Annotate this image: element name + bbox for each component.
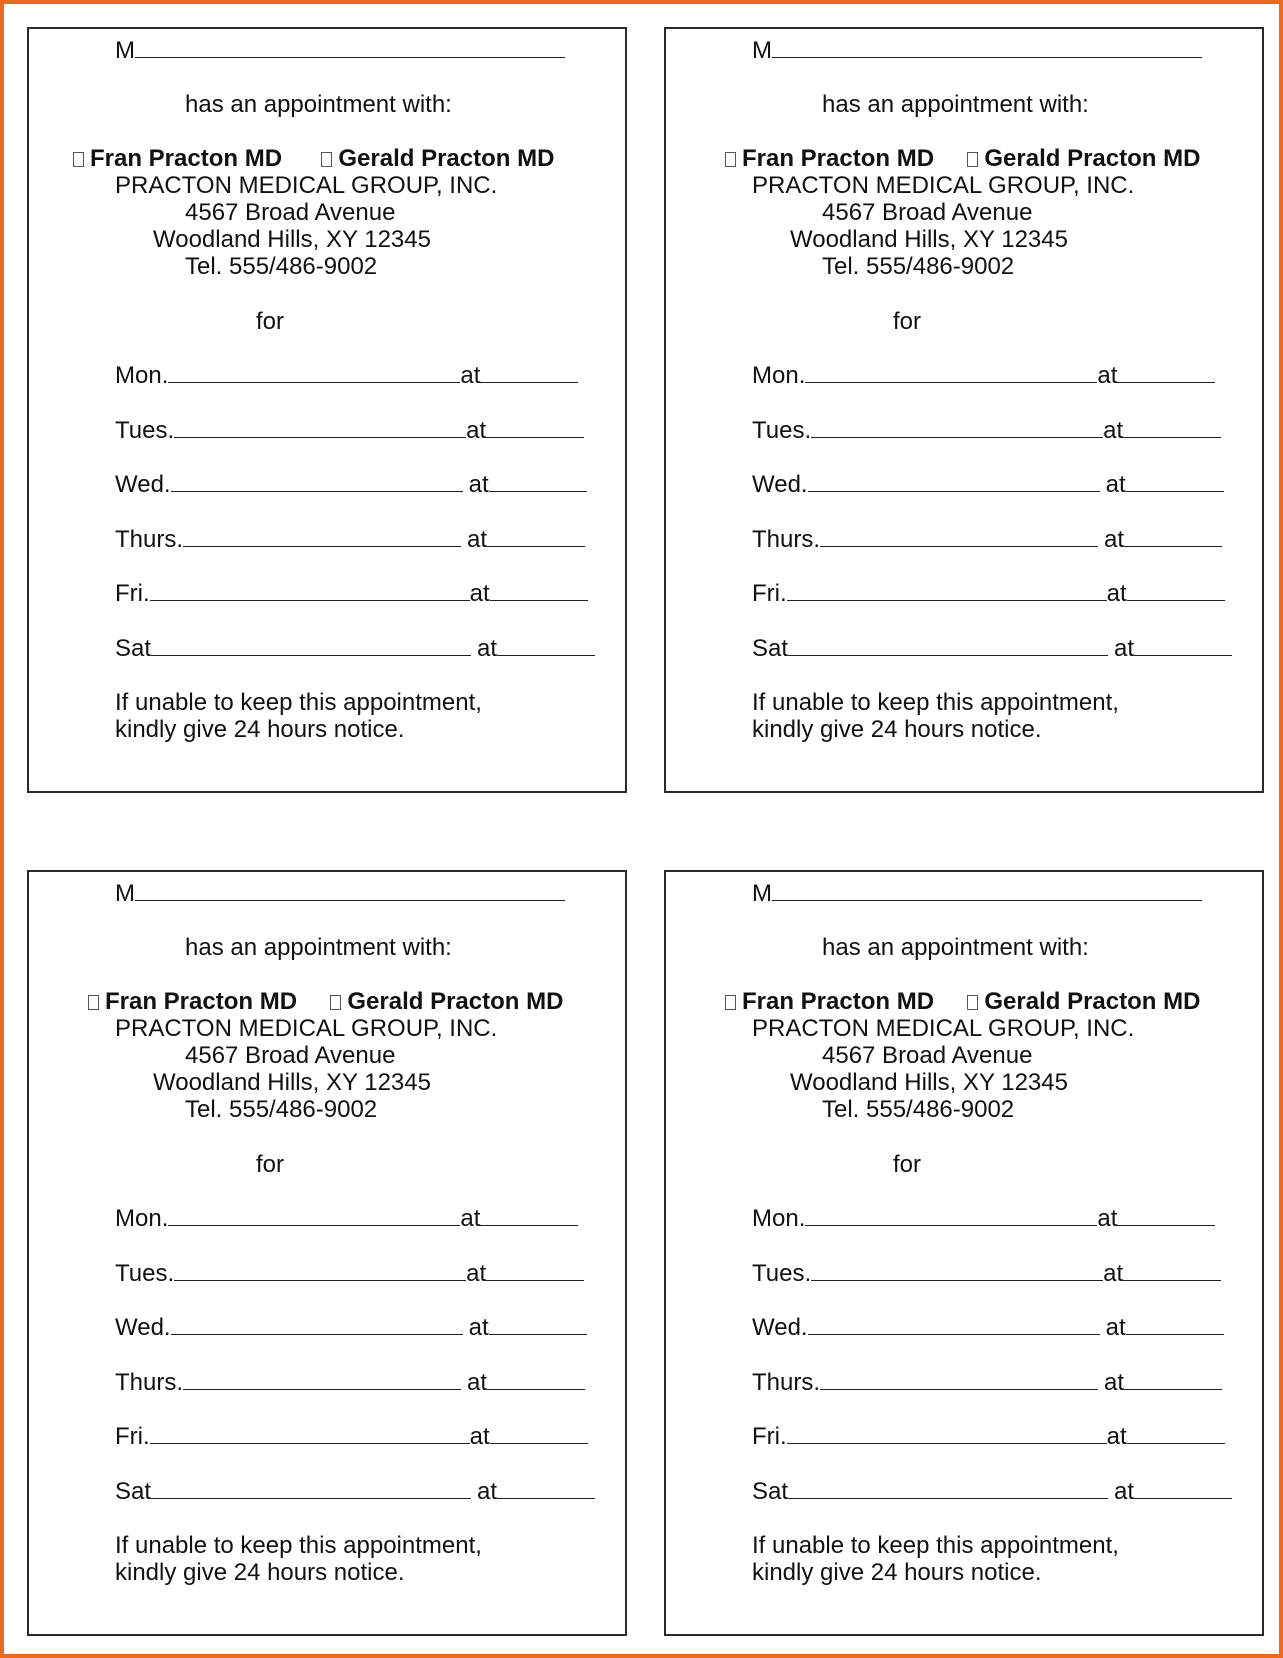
date-blank[interactable]	[168, 362, 460, 383]
time-blank[interactable]	[1117, 362, 1215, 383]
day-label: Fri.	[752, 580, 787, 607]
notice-line-2: kindly give 24 hours notice.	[752, 716, 1042, 743]
phone-number: Tel. 555/486-9002	[822, 1096, 1015, 1123]
doctor2-label: Gerald Practon MD	[338, 145, 555, 172]
date-blank[interactable]	[150, 580, 470, 601]
doctor1-label: Fran Practon MD	[90, 145, 283, 172]
day-label: Wed.	[752, 1314, 808, 1341]
thursday-row	[115, 1369, 585, 1397]
phone-number: Tel. 555/486-9002	[185, 253, 378, 280]
at-label: at	[1104, 526, 1125, 553]
time-blank[interactable]	[1134, 635, 1232, 656]
appointment-card	[27, 27, 627, 793]
thursday-row	[115, 526, 585, 554]
at-label: at	[1104, 1369, 1125, 1396]
tuesday-row	[752, 1260, 1221, 1288]
date-blank[interactable]	[805, 362, 1097, 383]
notice-line-2: kindly give 24 hours notice.	[752, 1559, 1042, 1586]
date-blank[interactable]	[787, 1423, 1107, 1444]
at-label: at	[467, 1369, 488, 1396]
name-prefix: M	[752, 880, 772, 907]
friday-row	[752, 580, 1225, 608]
at-label: at	[1097, 1205, 1118, 1232]
doctor2-label: Gerald Practon MD	[984, 988, 1201, 1015]
tuesday-row	[752, 417, 1221, 445]
doctor-options	[725, 988, 1200, 1016]
city-address: Woodland Hills, XY 12345	[790, 226, 1068, 253]
wednesday-row	[752, 1314, 1224, 1342]
date-blank[interactable]	[820, 526, 1098, 547]
time-blank[interactable]	[1126, 471, 1224, 492]
day-label: Mon.	[115, 362, 169, 389]
date-blank[interactable]	[808, 471, 1100, 492]
group-name: PRACTON MEDICAL GROUP, INC.	[752, 172, 1135, 199]
street-address: 4567 Broad Avenue	[185, 1042, 396, 1069]
monday-row	[752, 362, 1215, 390]
has-appointment-text: has an appointment with:	[185, 91, 452, 118]
at-label: at	[467, 526, 488, 553]
time-blank[interactable]	[487, 1369, 585, 1390]
thursday-row	[752, 1369, 1222, 1397]
appointment-card	[664, 27, 1264, 793]
at-label: at	[477, 1478, 498, 1505]
phone-number: Tel. 555/486-9002	[822, 253, 1015, 280]
doctor-options	[73, 145, 554, 173]
at-label: at	[1114, 1478, 1135, 1505]
patient-name-line[interactable]	[115, 37, 565, 65]
date-blank[interactable]	[168, 1205, 460, 1226]
time-blank[interactable]	[497, 1478, 595, 1499]
day-label: Tues.	[752, 1260, 812, 1287]
at-label: at	[460, 362, 481, 389]
day-label: Sat	[115, 1478, 152, 1505]
checkbox-icon[interactable]	[330, 995, 341, 1010]
name-blank[interactable]	[135, 880, 565, 901]
doctor2-label: Gerald Practon MD	[347, 988, 564, 1015]
doctor-options	[725, 145, 1200, 173]
day-label: Fri.	[115, 1423, 150, 1450]
date-blank[interactable]	[151, 1478, 471, 1499]
monday-row	[115, 362, 578, 390]
doctor2-label: Gerald Practon MD	[984, 145, 1201, 172]
checkbox-icon[interactable]	[967, 995, 978, 1010]
has-appointment-text: has an appointment with:	[822, 934, 1089, 961]
time-blank[interactable]	[489, 1314, 587, 1335]
date-blank[interactable]	[788, 1478, 1108, 1499]
date-blank[interactable]	[805, 1205, 1097, 1226]
notice-line-1: If unable to keep this appointment,	[115, 689, 482, 716]
saturday-row	[115, 1478, 595, 1506]
day-label: Thurs.	[752, 1369, 821, 1396]
at-label: at	[469, 580, 490, 607]
time-blank[interactable]	[1127, 580, 1225, 601]
time-blank[interactable]	[490, 1423, 588, 1444]
at-label: at	[1105, 1314, 1126, 1341]
date-blank[interactable]	[787, 580, 1107, 601]
monday-row	[752, 1205, 1215, 1233]
group-name: PRACTON MEDICAL GROUP, INC.	[115, 172, 498, 199]
day-label: Mon.	[752, 1205, 806, 1232]
name-prefix: M	[115, 37, 135, 64]
at-label: at	[1106, 1423, 1127, 1450]
day-label: Mon.	[115, 1205, 169, 1232]
saturday-row	[752, 1478, 1232, 1506]
name-blank[interactable]	[135, 37, 565, 58]
time-blank[interactable]	[1124, 526, 1222, 547]
day-label: Tues.	[752, 417, 812, 444]
day-label: Wed.	[115, 471, 171, 498]
time-blank[interactable]	[1127, 1423, 1225, 1444]
time-blank[interactable]	[497, 635, 595, 656]
notice-line-2: kindly give 24 hours notice.	[115, 716, 405, 743]
patient-name-line[interactable]	[752, 37, 1202, 65]
day-label: Tues.	[115, 417, 175, 444]
friday-row	[115, 1423, 588, 1451]
notice-line-1: If unable to keep this appointment,	[115, 1532, 482, 1559]
doctor1-label: Fran Practon MD	[742, 145, 935, 172]
name-blank[interactable]	[772, 880, 1202, 901]
at-label: at	[468, 471, 489, 498]
day-label: Wed.	[115, 1314, 171, 1341]
notice-line-2: kindly give 24 hours notice.	[115, 1559, 405, 1586]
date-blank[interactable]	[150, 1423, 470, 1444]
group-name: PRACTON MEDICAL GROUP, INC.	[752, 1015, 1135, 1042]
date-blank[interactable]	[174, 1260, 466, 1281]
notice-line-1: If unable to keep this appointment,	[752, 689, 1119, 716]
time-blank[interactable]	[1117, 1205, 1215, 1226]
wednesday-row	[115, 471, 587, 499]
at-label: at	[1103, 417, 1124, 444]
appointment-card	[27, 870, 627, 1636]
group-name: PRACTON MEDICAL GROUP, INC.	[115, 1015, 498, 1042]
time-blank[interactable]	[480, 362, 578, 383]
saturday-row	[115, 635, 595, 663]
day-label: Thurs.	[115, 526, 184, 553]
date-blank[interactable]	[788, 635, 1108, 656]
city-address: Woodland Hills, XY 12345	[790, 1069, 1068, 1096]
time-blank[interactable]	[1123, 417, 1221, 438]
day-label: Sat	[752, 1478, 789, 1505]
time-blank[interactable]	[489, 471, 587, 492]
tuesday-row	[115, 417, 584, 445]
date-blank[interactable]	[820, 1369, 1098, 1390]
street-address: 4567 Broad Avenue	[822, 1042, 1033, 1069]
time-blank[interactable]	[1134, 1478, 1232, 1499]
patient-name-line[interactable]	[115, 880, 565, 908]
at-label: at	[469, 1423, 490, 1450]
checkbox-icon[interactable]	[321, 152, 332, 167]
day-label: Fri.	[115, 580, 150, 607]
phone-number: Tel. 555/486-9002	[185, 1096, 378, 1123]
at-label: at	[468, 1314, 489, 1341]
saturday-row	[752, 635, 1232, 663]
at-label: at	[466, 1260, 487, 1287]
day-label: Mon.	[752, 362, 806, 389]
doctor1-label: Fran Practon MD	[105, 988, 298, 1015]
at-label: at	[1105, 471, 1126, 498]
city-address: Woodland Hills, XY 12345	[153, 226, 431, 253]
wednesday-row	[752, 471, 1224, 499]
has-appointment-text: has an appointment with:	[185, 934, 452, 961]
at-label: at	[460, 1205, 481, 1232]
checkbox-icon[interactable]	[725, 995, 736, 1010]
time-blank[interactable]	[487, 526, 585, 547]
time-blank[interactable]	[490, 580, 588, 601]
doctor1-label: Fran Practon MD	[742, 988, 935, 1015]
at-label: at	[477, 635, 498, 662]
date-blank[interactable]	[171, 471, 463, 492]
friday-row	[115, 580, 588, 608]
checkbox-icon[interactable]	[967, 152, 978, 167]
notice-line-1: If unable to keep this appointment,	[752, 1532, 1119, 1559]
at-label: at	[1097, 362, 1118, 389]
day-label: Fri.	[752, 1423, 787, 1450]
day-label: Thurs.	[752, 526, 821, 553]
date-blank[interactable]	[174, 417, 466, 438]
date-blank[interactable]	[811, 1260, 1103, 1281]
patient-name-line[interactable]	[752, 880, 1202, 908]
wednesday-row	[115, 1314, 587, 1342]
street-address: 4567 Broad Avenue	[822, 199, 1033, 226]
time-blank[interactable]	[486, 1260, 584, 1281]
day-label: Sat	[115, 635, 152, 662]
at-label: at	[466, 417, 487, 444]
monday-row	[115, 1205, 578, 1233]
day-label: Tues.	[115, 1260, 175, 1287]
checkbox-icon[interactable]	[725, 152, 736, 167]
at-label: at	[1106, 580, 1127, 607]
name-prefix: M	[115, 880, 135, 907]
name-blank[interactable]	[772, 37, 1202, 58]
tuesday-row	[115, 1260, 584, 1288]
day-label: Wed.	[752, 471, 808, 498]
time-blank[interactable]	[480, 1205, 578, 1226]
time-blank[interactable]	[1124, 1369, 1222, 1390]
date-blank[interactable]	[811, 417, 1103, 438]
for-label: for	[256, 1151, 285, 1178]
street-address: 4567 Broad Avenue	[185, 199, 396, 226]
date-blank[interactable]	[183, 526, 461, 547]
time-blank[interactable]	[1126, 1314, 1224, 1335]
time-blank[interactable]	[486, 417, 584, 438]
day-label: Thurs.	[115, 1369, 184, 1396]
date-blank[interactable]	[183, 1369, 461, 1390]
date-blank[interactable]	[151, 635, 471, 656]
day-label: Sat	[752, 635, 789, 662]
time-blank[interactable]	[1123, 1260, 1221, 1281]
doctor-options	[88, 988, 563, 1016]
friday-row	[752, 1423, 1225, 1451]
date-blank[interactable]	[171, 1314, 463, 1335]
checkbox-icon[interactable]	[73, 152, 84, 167]
city-address: Woodland Hills, XY 12345	[153, 1069, 431, 1096]
date-blank[interactable]	[808, 1314, 1100, 1335]
name-prefix: M	[752, 37, 772, 64]
appointment-card	[664, 870, 1264, 1636]
for-label: for	[893, 1151, 922, 1178]
for-label: for	[256, 308, 285, 335]
thursday-row	[752, 526, 1222, 554]
for-label: for	[893, 308, 922, 335]
at-label: at	[1114, 635, 1135, 662]
has-appointment-text: has an appointment with:	[822, 91, 1089, 118]
checkbox-icon[interactable]	[88, 995, 99, 1010]
at-label: at	[1103, 1260, 1124, 1287]
